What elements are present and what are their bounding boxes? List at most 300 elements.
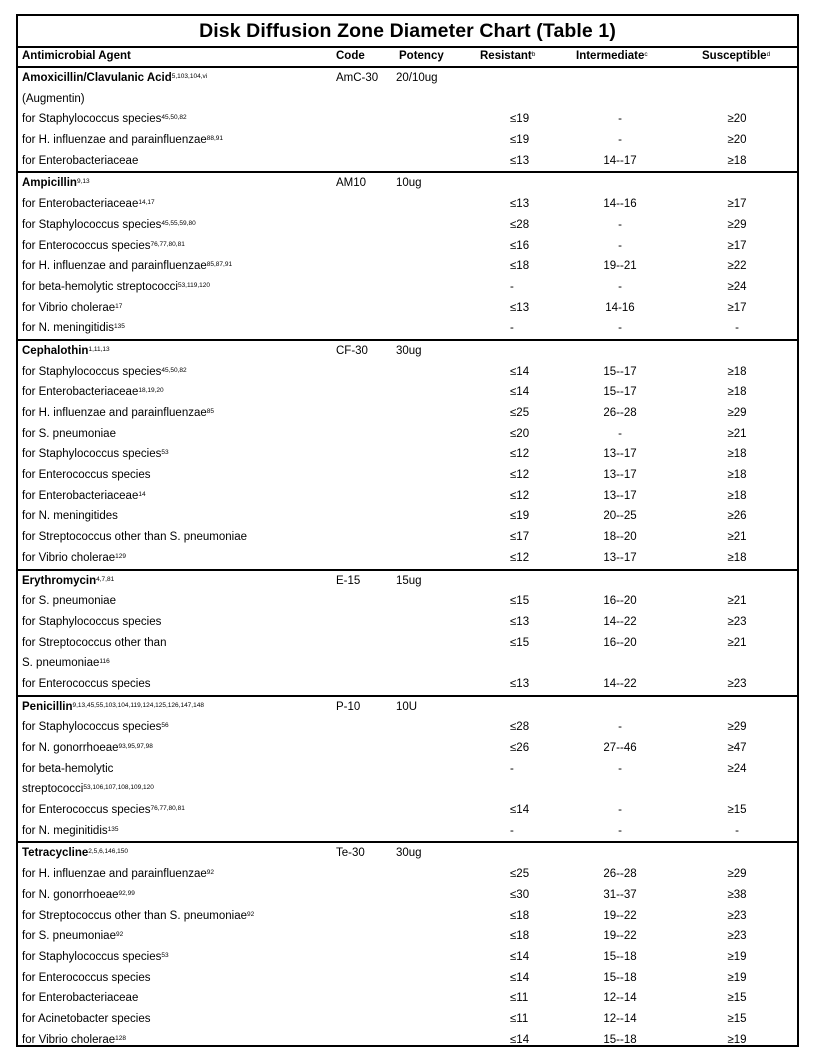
intermediate-value: 13--17 bbox=[603, 551, 637, 564]
intermediate-value: 14--22 bbox=[603, 677, 637, 690]
organism-label bbox=[22, 612, 161, 632]
organism-label bbox=[22, 424, 116, 444]
reference-footnote: 9,13 bbox=[76, 178, 90, 186]
agent-text: for Streptococcus other than bbox=[22, 636, 167, 649]
agent-text: for Staphylococcus species bbox=[22, 721, 162, 734]
agent-text: for Enterobacteriaceae bbox=[22, 489, 139, 502]
organism-row bbox=[18, 194, 797, 215]
organism-row bbox=[18, 298, 797, 319]
resistant-value: ≤25 bbox=[510, 868, 530, 881]
reference-footnote: 53 bbox=[161, 951, 169, 959]
susceptible-value: ≥18 bbox=[727, 154, 747, 167]
organism-row bbox=[18, 717, 797, 738]
agent-text: for Enterococcus species bbox=[22, 804, 151, 817]
drug-row bbox=[18, 68, 797, 89]
susceptible-value: ≥19 bbox=[727, 950, 747, 963]
resistant-value: ≤18 bbox=[510, 930, 530, 943]
intermediate-value: - bbox=[618, 824, 622, 837]
intermediate-value: 19--22 bbox=[603, 930, 637, 943]
organism-label bbox=[22, 109, 187, 129]
susceptible-value: ≥22 bbox=[727, 260, 747, 273]
agent-text: for S. pneumoniae bbox=[22, 427, 116, 440]
organism-label bbox=[22, 800, 185, 820]
resistant-value: ≤12 bbox=[510, 489, 530, 502]
resistant-value: ≤11 bbox=[510, 992, 529, 1005]
agent-text: for Staphylococcus species bbox=[22, 365, 162, 378]
organism-row bbox=[18, 362, 797, 383]
agent-text: for N. meningitides bbox=[22, 510, 118, 523]
organism-label bbox=[22, 465, 150, 485]
susceptible-value: ≥18 bbox=[727, 448, 747, 461]
organism-row bbox=[18, 130, 797, 151]
resistant-value: ≤19 bbox=[510, 134, 530, 147]
reference-footnote: 18,19,20 bbox=[138, 387, 164, 395]
organism-label bbox=[22, 759, 113, 779]
susceptible-value: ≥23 bbox=[727, 677, 747, 690]
organism-row bbox=[18, 926, 797, 947]
susceptible-value: ≥18 bbox=[727, 386, 747, 399]
drug-row bbox=[18, 171, 797, 194]
intermediate-value: 27--46 bbox=[603, 742, 637, 754]
agent-text: for H. influenzae and parainfluenzae bbox=[22, 868, 207, 881]
reference-footnote: 5,103,104,vi bbox=[171, 73, 208, 80]
header-potency: Potency bbox=[399, 50, 444, 62]
resistant-value: ≤19 bbox=[510, 113, 530, 126]
resistant-value: ≤26 bbox=[510, 742, 530, 754]
intermediate-value: - bbox=[618, 427, 622, 440]
intermediate-value: 19--21 bbox=[603, 260, 637, 273]
reference-footnote: 92,99 bbox=[118, 889, 135, 897]
organism-label bbox=[22, 506, 118, 526]
organism-label bbox=[22, 926, 123, 946]
organism-row bbox=[18, 906, 797, 927]
intermediate-value: - bbox=[618, 280, 622, 293]
intermediate-value: 14--16 bbox=[603, 198, 637, 211]
susceptible-value: ≥23 bbox=[727, 930, 747, 943]
agent-text: for Enterococcus species bbox=[22, 677, 151, 690]
susceptible-value: - bbox=[735, 322, 739, 335]
organism-label bbox=[22, 256, 232, 276]
susceptible-value: ≥21 bbox=[727, 531, 747, 544]
reference-footnote: 45,55,59,80 bbox=[161, 219, 196, 227]
organism-label bbox=[22, 548, 126, 568]
susceptible-value: ≥19 bbox=[727, 1033, 747, 1046]
header-intermediate bbox=[576, 48, 676, 64]
disk-code: CF-30 bbox=[336, 344, 368, 357]
organism-row bbox=[18, 465, 797, 486]
header-intermediate-footnote: c bbox=[644, 51, 648, 58]
intermediate-value: 15--18 bbox=[603, 1033, 637, 1046]
organism-row bbox=[18, 424, 797, 445]
zone-diameter-chart bbox=[16, 14, 799, 1047]
header-code: Code bbox=[336, 50, 365, 62]
header-susceptible bbox=[702, 48, 792, 64]
agent-text: for H. influenzae and parainfluenzae bbox=[22, 134, 207, 147]
resistant-value: ≤15 bbox=[510, 636, 530, 649]
resistant-value: ≤13 bbox=[510, 677, 530, 690]
agent-text: for Staphylococcus species bbox=[22, 448, 162, 461]
agent-text: Ampicillin bbox=[22, 177, 77, 190]
organism-row bbox=[18, 653, 797, 674]
agent-text: for N. gonorrhoeae bbox=[22, 888, 119, 901]
reference-footnote: 135 bbox=[114, 323, 125, 331]
agent-text: Penicillin bbox=[22, 700, 73, 713]
organism-row bbox=[18, 759, 797, 780]
organism-row bbox=[18, 1030, 797, 1051]
organism-label bbox=[22, 674, 150, 694]
organism-row bbox=[18, 236, 797, 257]
reference-footnote: 93,95,97,98 bbox=[118, 743, 153, 750]
resistant-value: ≤25 bbox=[510, 407, 530, 419]
intermediate-value: 20--25 bbox=[603, 510, 637, 523]
intermediate-value: 19--22 bbox=[603, 909, 637, 922]
organism-label bbox=[22, 591, 116, 611]
organism-label bbox=[22, 277, 210, 297]
organism-row bbox=[18, 109, 797, 130]
organism-row bbox=[18, 548, 797, 569]
resistant-value: ≤13 bbox=[510, 198, 530, 211]
intermediate-value: 18--20 bbox=[603, 531, 637, 544]
organism-label bbox=[22, 362, 187, 382]
resistant-value: ≤28 bbox=[510, 218, 530, 231]
intermediate-value: 31--37 bbox=[603, 888, 637, 901]
potency-value: 10ug bbox=[396, 177, 422, 190]
resistant-value: ≤14 bbox=[510, 971, 530, 984]
susceptible-value: ≥29 bbox=[727, 218, 747, 231]
organism-label bbox=[22, 486, 146, 506]
susceptible-value: ≥18 bbox=[727, 551, 747, 564]
drug-row bbox=[18, 569, 797, 592]
agent-text: for Enterobacteriaceae bbox=[22, 198, 139, 211]
organism-label bbox=[22, 236, 185, 256]
organism-label bbox=[22, 717, 169, 737]
resistant-value: ≤14 bbox=[510, 1033, 530, 1046]
drug-name bbox=[22, 68, 207, 88]
susceptible-value: ≥21 bbox=[727, 595, 747, 608]
reference-footnote: 129 bbox=[115, 552, 126, 560]
susceptible-value: ≥15 bbox=[727, 1012, 747, 1025]
reference-footnote: 45,50,82 bbox=[161, 114, 187, 122]
reference-footnote: 53,106,107,108,109,120 bbox=[83, 784, 154, 792]
susceptible-value: ≥21 bbox=[727, 427, 747, 440]
agent-text: for Streptococcus other than S. pneumoniae bbox=[22, 909, 248, 922]
intermediate-value: 15--18 bbox=[603, 950, 637, 963]
potency-value: 30ug bbox=[396, 344, 422, 357]
header-agent: Antimicrobial Agent bbox=[22, 50, 131, 62]
agent-text: for Acinetobacter species bbox=[22, 1012, 151, 1025]
resistant-value: - bbox=[510, 280, 514, 293]
organism-label bbox=[22, 947, 169, 967]
resistant-value: - bbox=[510, 322, 514, 335]
potency-value: 15ug bbox=[396, 574, 422, 587]
potency-value: 30ug bbox=[396, 847, 422, 860]
susceptible-value: ≥15 bbox=[727, 804, 747, 817]
organism-label bbox=[22, 864, 214, 884]
organism-label bbox=[22, 298, 122, 318]
organism-row bbox=[18, 738, 797, 759]
header-resistant-footnote: b bbox=[531, 51, 536, 58]
agent-text: for Staphylococcus species bbox=[22, 218, 162, 231]
susceptible-value: ≥29 bbox=[727, 868, 747, 881]
agent-text: Cephalothin bbox=[22, 344, 89, 357]
organism-label bbox=[22, 738, 153, 758]
resistant-value: ≤17 bbox=[510, 531, 530, 544]
organism-row bbox=[18, 800, 797, 821]
reference-footnote: 4,7,81 bbox=[96, 575, 115, 583]
header-susceptible-footnote: d bbox=[766, 51, 771, 58]
reference-footnote: 85,87,91 bbox=[206, 261, 233, 269]
agent-text: for H. influenzae and parainfluenzae bbox=[22, 407, 207, 419]
susceptible-value: ≥21 bbox=[727, 636, 747, 649]
reference-footnote: 92 bbox=[206, 869, 214, 877]
header-intermediate-text: Intermediate bbox=[576, 50, 645, 62]
organism-row bbox=[18, 151, 797, 172]
organism-row bbox=[18, 779, 797, 800]
susceptible-value: ≥20 bbox=[727, 134, 747, 147]
organism-label bbox=[22, 968, 150, 988]
intermediate-value: 13--17 bbox=[603, 469, 637, 482]
susceptible-value: ≥47 bbox=[727, 742, 747, 754]
resistant-value: ≤28 bbox=[510, 721, 530, 734]
intermediate-value: 13--17 bbox=[603, 489, 637, 502]
potency-value: 20/10ug bbox=[396, 72, 438, 84]
agent-text: for N. gonorrhoeae bbox=[22, 742, 119, 754]
organism-label bbox=[22, 444, 169, 464]
reference-footnote: 116 bbox=[99, 658, 110, 666]
agent-text: for N. meningitidis bbox=[22, 322, 115, 335]
disk-code: P-10 bbox=[336, 700, 361, 713]
agent-text: Erythromycin bbox=[22, 574, 97, 587]
organism-row bbox=[18, 947, 797, 968]
organism-label bbox=[22, 1009, 151, 1029]
drug-name bbox=[22, 697, 204, 717]
resistant-value: ≤14 bbox=[510, 950, 530, 963]
agent-text: for Enterobacteriaceae bbox=[22, 154, 139, 167]
drug-name bbox=[22, 173, 90, 193]
reference-footnote: 135 bbox=[107, 825, 119, 833]
susceptible-value: ≥20 bbox=[727, 113, 747, 126]
reference-footnote: 76,77,80,81 bbox=[150, 240, 185, 248]
intermediate-value: 14--22 bbox=[603, 615, 637, 628]
reference-footnote: 128 bbox=[115, 1034, 126, 1042]
agent-text: for Enterococcus species bbox=[22, 239, 151, 252]
agent-text: for S. pneumoniae bbox=[22, 930, 116, 943]
susceptible-value: ≥24 bbox=[727, 762, 747, 775]
agent-text: for Staphylococcus species bbox=[22, 615, 162, 628]
susceptible-value: - bbox=[735, 824, 739, 837]
resistant-value: ≤19 bbox=[510, 510, 530, 523]
agent-text: for Vibrio cholerae bbox=[22, 1033, 116, 1046]
resistant-value: - bbox=[510, 824, 514, 837]
intermediate-value: 15--18 bbox=[603, 971, 637, 984]
organism-row bbox=[18, 277, 797, 298]
organism-row bbox=[18, 633, 797, 654]
susceptible-value: ≥17 bbox=[727, 198, 747, 211]
agent-text: for Staphylococcus species bbox=[22, 113, 162, 126]
organism-label bbox=[22, 130, 223, 150]
reference-footnote: 1,11,13 bbox=[88, 345, 110, 353]
organism-row bbox=[18, 885, 797, 906]
organism-label bbox=[22, 318, 125, 338]
susceptible-value: ≥18 bbox=[727, 489, 747, 502]
agent-text: Amoxicillin/Clavulanic Acid bbox=[22, 72, 172, 84]
organism-row bbox=[18, 382, 797, 403]
agent-text: for N. meginitidis bbox=[22, 824, 108, 837]
organism-label bbox=[22, 988, 138, 1008]
agent-text: for Vibrio cholerae bbox=[22, 301, 116, 314]
potency-value: 10U bbox=[396, 700, 418, 713]
reference-footnote: 45,50,82 bbox=[161, 366, 187, 374]
susceptible-value: ≥15 bbox=[727, 992, 747, 1005]
intermediate-value: - bbox=[618, 134, 622, 147]
organism-label bbox=[22, 633, 166, 653]
agent-text: (Augmentin) bbox=[22, 92, 85, 105]
reference-footnote: 56 bbox=[161, 722, 169, 730]
organism-row bbox=[18, 1009, 797, 1030]
table-header bbox=[18, 48, 797, 68]
intermediate-value: 12--14 bbox=[603, 1012, 637, 1025]
resistant-value: ≤11 bbox=[510, 1012, 529, 1025]
susceptible-value: ≥23 bbox=[727, 909, 747, 922]
agent-text: for Enterobacteriaceae bbox=[22, 992, 139, 1005]
organism-row bbox=[18, 612, 797, 633]
organism-row bbox=[18, 486, 797, 507]
agent-text: for Vibrio cholerae bbox=[22, 551, 116, 564]
organism-row bbox=[18, 591, 797, 612]
susceptible-value: ≥29 bbox=[727, 721, 747, 734]
organism-label bbox=[22, 653, 110, 673]
header-susceptible-text: Susceptible bbox=[702, 50, 767, 62]
susceptible-value: ≥26 bbox=[727, 510, 747, 523]
organism-label bbox=[22, 215, 196, 235]
drug-row bbox=[18, 695, 797, 718]
reference-footnote: 14 bbox=[138, 490, 146, 498]
resistant-value: ≤13 bbox=[510, 154, 530, 167]
disk-code: AmC-30 bbox=[336, 72, 379, 84]
organism-row bbox=[18, 864, 797, 885]
table-body bbox=[18, 68, 797, 1050]
reference-footnote: 2,5,6,146,150 bbox=[88, 848, 129, 856]
agent-text: for Staphylococcus species bbox=[22, 950, 162, 963]
reference-footnote: 76,77,80,81 bbox=[150, 805, 185, 813]
agent-text: S. pneumoniae bbox=[22, 657, 100, 670]
intermediate-value: 26--28 bbox=[603, 407, 637, 419]
organism-label bbox=[22, 89, 85, 109]
agent-text: for beta-hemolytic streptococci bbox=[22, 280, 178, 293]
organism-row bbox=[18, 821, 797, 842]
drug-name bbox=[22, 341, 110, 361]
intermediate-value: 13--17 bbox=[603, 448, 637, 461]
intermediate-value: 15--17 bbox=[603, 365, 637, 378]
resistant-value: ≤20 bbox=[510, 427, 530, 440]
susceptible-value: ≥19 bbox=[727, 971, 747, 984]
reference-footnote: 53,119,120 bbox=[177, 281, 211, 289]
susceptible-value: ≥17 bbox=[727, 301, 747, 314]
organism-label bbox=[22, 527, 247, 547]
susceptible-value: ≥29 bbox=[727, 407, 747, 419]
resistant-value: ≤14 bbox=[510, 365, 530, 378]
drug-row bbox=[18, 339, 797, 362]
susceptible-value: ≥24 bbox=[727, 280, 747, 293]
susceptible-value: ≥17 bbox=[727, 239, 747, 252]
agent-text: for S. pneumoniae bbox=[22, 595, 116, 608]
agent-text: for H. influenzae and parainfluenzae bbox=[22, 260, 207, 273]
organism-label bbox=[22, 382, 164, 402]
intermediate-value: 15--17 bbox=[603, 386, 637, 399]
organism-label bbox=[22, 779, 154, 799]
disk-code: AM10 bbox=[336, 177, 367, 190]
susceptible-value: ≥18 bbox=[727, 469, 747, 482]
organism-label bbox=[22, 151, 138, 171]
resistant-value: ≤14 bbox=[510, 804, 530, 817]
agent-text: streptococci bbox=[22, 783, 84, 796]
resistant-value: ≤12 bbox=[510, 551, 530, 564]
resistant-value: ≤12 bbox=[510, 469, 530, 482]
drug-name bbox=[22, 843, 128, 863]
organism-row bbox=[18, 89, 797, 110]
resistant-value: ≤16 bbox=[510, 239, 530, 252]
reference-footnote: 85 bbox=[206, 408, 214, 415]
organism-label bbox=[22, 403, 214, 423]
intermediate-value: 16--20 bbox=[603, 636, 637, 649]
organism-row bbox=[18, 256, 797, 277]
organism-row bbox=[18, 444, 797, 465]
susceptible-value: ≥18 bbox=[727, 365, 747, 378]
agent-text: for beta-hemolytic bbox=[22, 762, 114, 775]
agent-text: for Enterococcus species bbox=[22, 469, 151, 482]
organism-row bbox=[18, 968, 797, 989]
organism-row bbox=[18, 403, 797, 424]
intermediate-value: - bbox=[618, 113, 622, 126]
intermediate-value: 12--14 bbox=[603, 992, 637, 1005]
organism-row bbox=[18, 527, 797, 548]
reference-footnote: 88,91 bbox=[206, 135, 224, 143]
header-resistant bbox=[480, 48, 560, 64]
intermediate-value: - bbox=[618, 218, 622, 231]
intermediate-value: 16--20 bbox=[603, 595, 637, 608]
susceptible-value: ≥23 bbox=[727, 615, 747, 628]
reference-footnote: 14,17 bbox=[138, 199, 155, 207]
intermediate-value: - bbox=[618, 239, 622, 252]
intermediate-value: 14--17 bbox=[603, 154, 637, 167]
chart-title: Disk Diffusion Zone Diameter Chart (Table 1) bbox=[18, 16, 797, 48]
resistant-value: ≤13 bbox=[510, 615, 530, 628]
intermediate-value: - bbox=[618, 804, 622, 817]
reference-footnote: 92 bbox=[247, 910, 255, 918]
organism-label bbox=[22, 194, 155, 214]
intermediate-value: - bbox=[618, 762, 622, 775]
resistant-value: ≤12 bbox=[510, 448, 530, 461]
intermediate-value: 26--28 bbox=[603, 868, 637, 881]
reference-footnote: 53 bbox=[161, 449, 169, 457]
resistant-value: - bbox=[510, 762, 514, 775]
reference-footnote: 9,13,45,55,103,104,119,124,125,126,147,148 bbox=[72, 701, 204, 709]
reference-footnote: 17 bbox=[115, 302, 123, 310]
organism-label bbox=[22, 885, 135, 905]
organism-label bbox=[22, 906, 254, 926]
agent-text: Tetracycline bbox=[22, 847, 89, 860]
intermediate-value: 14-16 bbox=[605, 301, 635, 314]
resistant-value: ≤30 bbox=[510, 888, 530, 901]
organism-row bbox=[18, 988, 797, 1009]
reference-footnote: 92 bbox=[115, 931, 124, 939]
organism-row bbox=[18, 506, 797, 527]
susceptible-value: ≥38 bbox=[727, 888, 747, 901]
resistant-value: ≤18 bbox=[510, 909, 530, 922]
resistant-value: ≤13 bbox=[510, 301, 530, 314]
resistant-value: ≤18 bbox=[510, 260, 530, 273]
intermediate-value: - bbox=[618, 322, 622, 335]
